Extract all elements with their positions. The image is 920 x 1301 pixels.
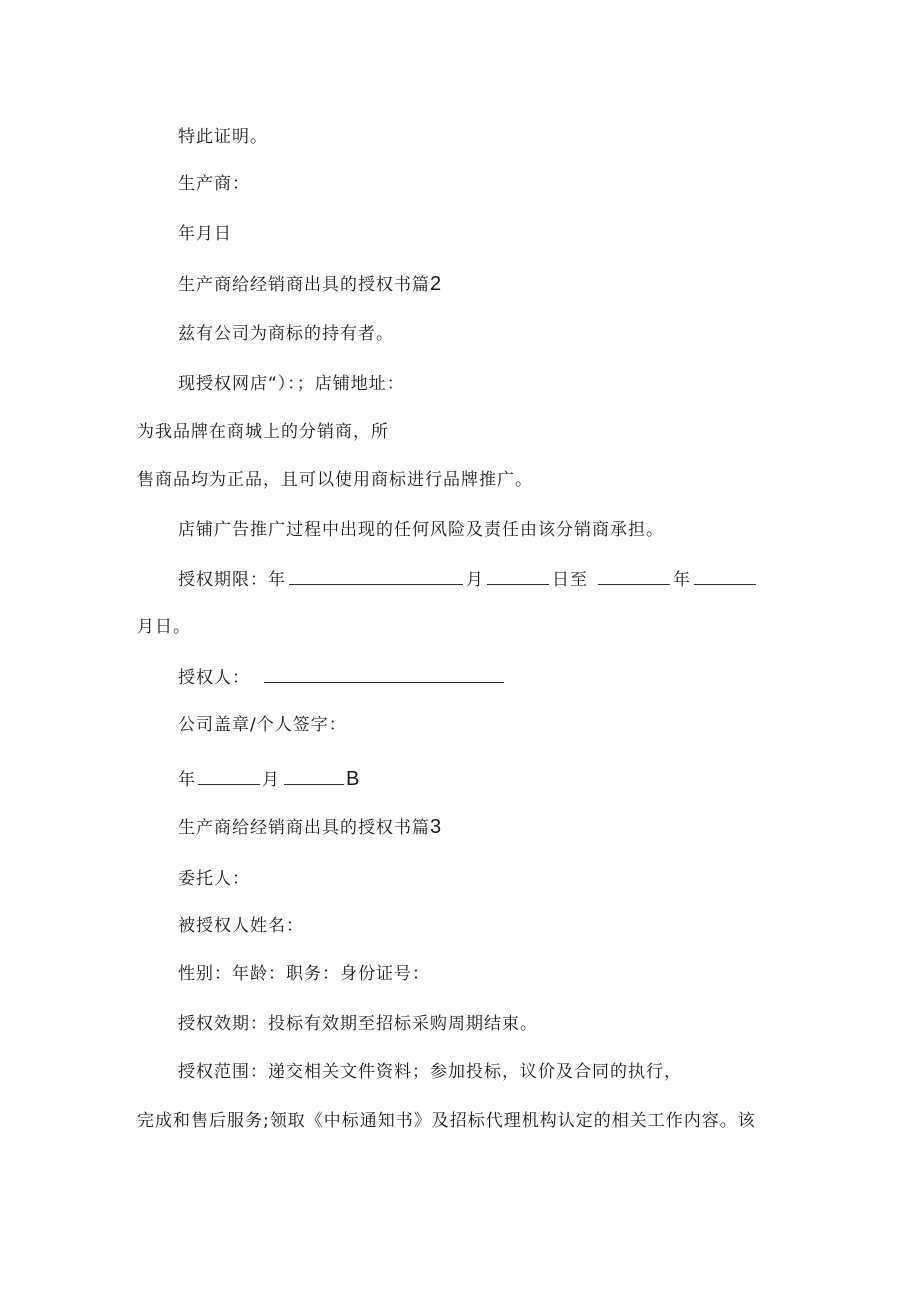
fill-blank: [694, 567, 756, 585]
paragraph: 完成和售后服务;领取《中标通知书》及招标代理机构认定的相关工作内容。该: [137, 1111, 756, 1131]
fill-blank: [487, 567, 549, 585]
signature-date-line: [178, 767, 359, 792]
authorizer-label: 授权人：: [178, 668, 250, 688]
section-heading-3: [178, 815, 441, 840]
paragraph: 性别：年龄：职务：身份证号：: [178, 964, 430, 984]
paragraph: 为我品牌在商城上的分销商，所: [137, 422, 389, 442]
seal-signature-label: 公司盖章/个人签字：: [178, 715, 347, 735]
paragraph: 授权效期：投标有效期至招标采购周期结束。: [178, 1014, 538, 1034]
paragraph: 店铺广告推广过程中出现的任何风险及责任由该分销商承担。: [178, 520, 664, 540]
section-heading-2: [178, 272, 441, 297]
section-heading-text: 生产商给经销商出具的授权书篇: [178, 818, 430, 838]
year-label: 年: [178, 770, 196, 790]
year-label: 年: [673, 570, 691, 590]
section-number: 2: [430, 273, 442, 295]
paragraph: 兹有公司为商标的持有者。: [178, 324, 394, 344]
authorizer-line: [178, 665, 504, 690]
month-label: 月: [466, 570, 484, 590]
fill-blank: [289, 567, 463, 585]
paragraph: 被授权人姓名：: [178, 916, 304, 936]
date-line: 年月日: [178, 224, 232, 244]
paragraph: 月日。: [137, 617, 191, 637]
paragraph: 售商品均为正品，且可以使用商标进行品牌推广。: [137, 470, 533, 490]
day-glyph: B: [346, 768, 360, 790]
month-label: 月: [262, 770, 280, 790]
paragraph: 授权范围：递交相关文件资料；参加投标，议价及合同的执行，: [178, 1062, 682, 1082]
authorization-period-line: [178, 567, 759, 592]
fill-blank: [198, 767, 260, 785]
closing-statement: 特此证明。: [178, 127, 268, 147]
section-number: 3: [430, 816, 442, 838]
period-label: 授权期限：年: [178, 570, 286, 590]
manufacturer-label: 生产商：: [178, 174, 250, 194]
paragraph: 委托人：: [178, 869, 250, 889]
day-to-label: 日至: [552, 570, 588, 590]
fill-blank: [264, 665, 504, 683]
section-heading-text: 生产商给经销商出具的授权书篇: [178, 275, 430, 295]
fill-blank: [284, 767, 344, 785]
paragraph: 现授权网店“）：；店铺地址：: [178, 374, 405, 394]
fill-blank: [598, 567, 670, 585]
